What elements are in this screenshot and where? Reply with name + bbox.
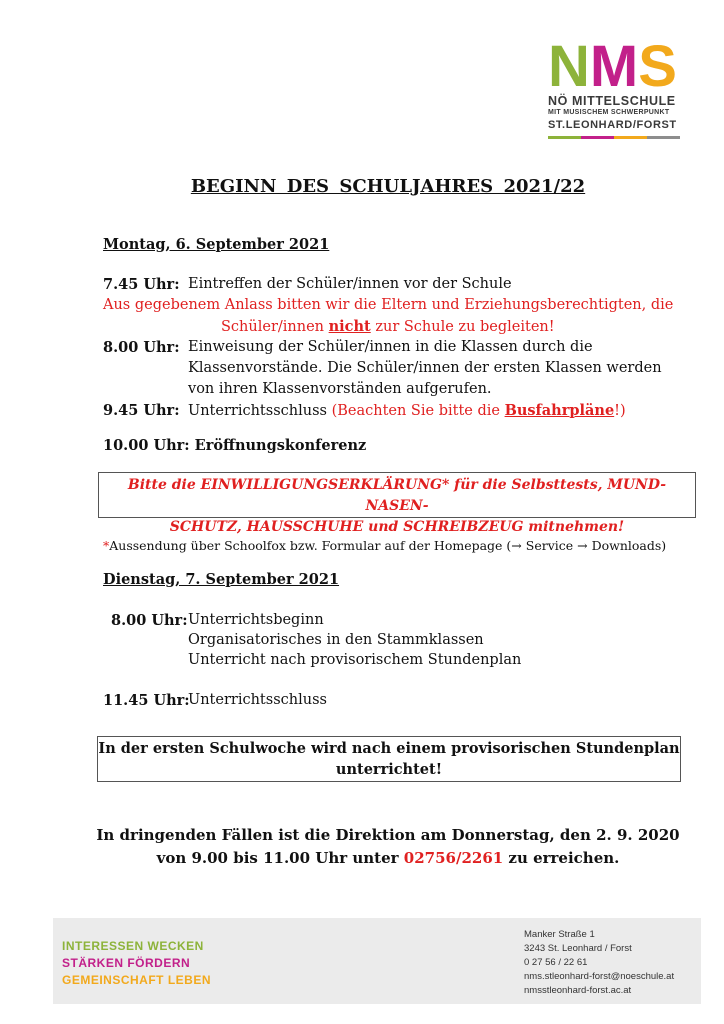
- logo-letter-n: NMS: [548, 36, 677, 92]
- arrow-right-icon: →: [577, 538, 588, 553]
- nms-logo-icon: [548, 36, 688, 92]
- monday-text-2c: von ihren Klassenvorständen aufgerufen.: [188, 381, 492, 397]
- monday-heading: Montag, 6. September 2021: [103, 236, 330, 253]
- tuesday-time-1: 8.00 Uhr:: [111, 612, 188, 629]
- logo-location: ST.LEONHARD/FORST: [548, 119, 677, 131]
- bus-note-pre: (Beachten Sie bitte die: [326, 403, 505, 419]
- bring-items-line-1: Bitte die EINWILLIGUNGSERKLÄRUNG* für die Selbsttests, MUND-NASEN-: [127, 477, 667, 514]
- schedule-notice-box: [97, 736, 681, 782]
- notice-pre: Schüler/innen: [221, 319, 329, 335]
- urgent-line-1: In dringenden Fällen ist die Direktion am Donnerstag, den 2. 9. 2020: [96, 826, 680, 844]
- address-website: nmsstleonhard-forst.ac.at: [524, 985, 632, 996]
- logo-school-name: NÖ MITTELSCHULE: [548, 94, 676, 108]
- notice-line-1: Aus gegebenem Anlass bitten wir die Eltern und Erziehungsberechtigten, die: [103, 297, 674, 313]
- monday-text-2b: Klassenvorstände. Die Schüler/innen der ersten Klassen werden: [188, 360, 662, 376]
- address-street: Manker Straße 1: [524, 929, 595, 940]
- logo-bar-segment-3: [614, 136, 647, 139]
- footnote-star: *: [103, 538, 110, 553]
- logo-color-bar: [548, 136, 680, 139]
- tuesday-text-1c: Unterricht nach provisorischem Stundenplan: [188, 652, 522, 668]
- notice-post: zur Schule zu begleiten!: [370, 319, 555, 335]
- slogan-2: STÄRKEN FÖRDERN: [62, 956, 191, 970]
- logo-bar-segment-4: [647, 136, 680, 139]
- monday-time-3: 9.45 Uhr:: [103, 402, 180, 419]
- tuesday-heading: Dienstag, 7. September 2021: [103, 571, 340, 588]
- tuesday-text-2: Unterrichtsschluss: [188, 692, 327, 708]
- logo-bar-segment-1: [548, 136, 581, 139]
- urgent-pre: von 9.00 bis 11.00 Uhr unter: [156, 849, 404, 867]
- conference-line: 10.00 Uhr: Eröffnungskonferenz: [103, 437, 367, 454]
- logo-bar-segment-2: [581, 136, 614, 139]
- slogan-3: GEMEINSCHAFT LEBEN: [62, 973, 212, 987]
- footnote-service: Service: [521, 538, 578, 553]
- urgent-line-2: [0, 847, 724, 870]
- notice-bold: nicht: [328, 318, 371, 335]
- page-title: BEGINN DES SCHULJAHRES 2021/22: [190, 176, 586, 197]
- phone-number: 02756/2261: [403, 849, 504, 867]
- urgent-post: zu erreichen.: [503, 849, 620, 867]
- bring-items-box: [98, 472, 696, 535]
- monday-text-3: [188, 402, 626, 419]
- bus-schedule-link: Busfahrpläne: [504, 402, 615, 419]
- bus-note-post: !): [614, 403, 626, 419]
- tuesday-text-1a: Unterrichtsbeginn: [188, 612, 324, 628]
- tuesday-text-1b: Organisatorisches in den Stammklassen: [188, 632, 484, 648]
- tuesday-time-2: 11.45 Uhr:: [103, 692, 190, 709]
- monday-time-1: 7.45 Uhr:: [103, 276, 180, 293]
- logo-subtitle: MIT MUSISCHEM SCHWERPUNKT: [548, 109, 670, 116]
- monday-text-2a: Einweisung der Schüler/innen in die Klassen durch die: [188, 339, 593, 355]
- bring-items-line-2: SCHUTZ, HAUSSCHUHE und SCHREIBZEUG mitnehmen!: [169, 519, 625, 535]
- urgent-contact: [0, 824, 724, 870]
- arrow-right-icon: →: [511, 538, 522, 553]
- schedule-notice-line-1: In der ersten Schulwoche wird nach einem provisorischen Stundenplan: [98, 740, 680, 757]
- school-logo: [548, 36, 688, 92]
- schedule-notice-line-2: unterrichtet!: [335, 761, 443, 778]
- footnote-downloads: Downloads): [587, 538, 667, 553]
- notice-line-2: [221, 318, 555, 335]
- monday-time-2: 8.00 Uhr:: [103, 339, 180, 356]
- address-phone: 0 27 56 / 22 61: [524, 957, 588, 968]
- footnote-text: Aussendung über Schoolfox bzw. Formular auf der Homepage (: [109, 538, 512, 553]
- address-email: nms.stleonhard-forst@noeschule.at: [524, 971, 675, 982]
- slogan-1: INTERESSEN WECKEN: [62, 939, 204, 953]
- address-city: 3243 St. Leonhard / Forst: [524, 943, 632, 954]
- end-of-class: Unterrichtsschluss: [188, 403, 327, 419]
- monday-text-1: Eintreffen der Schüler/innen vor der Schule: [188, 276, 512, 292]
- footnote: [103, 538, 666, 553]
